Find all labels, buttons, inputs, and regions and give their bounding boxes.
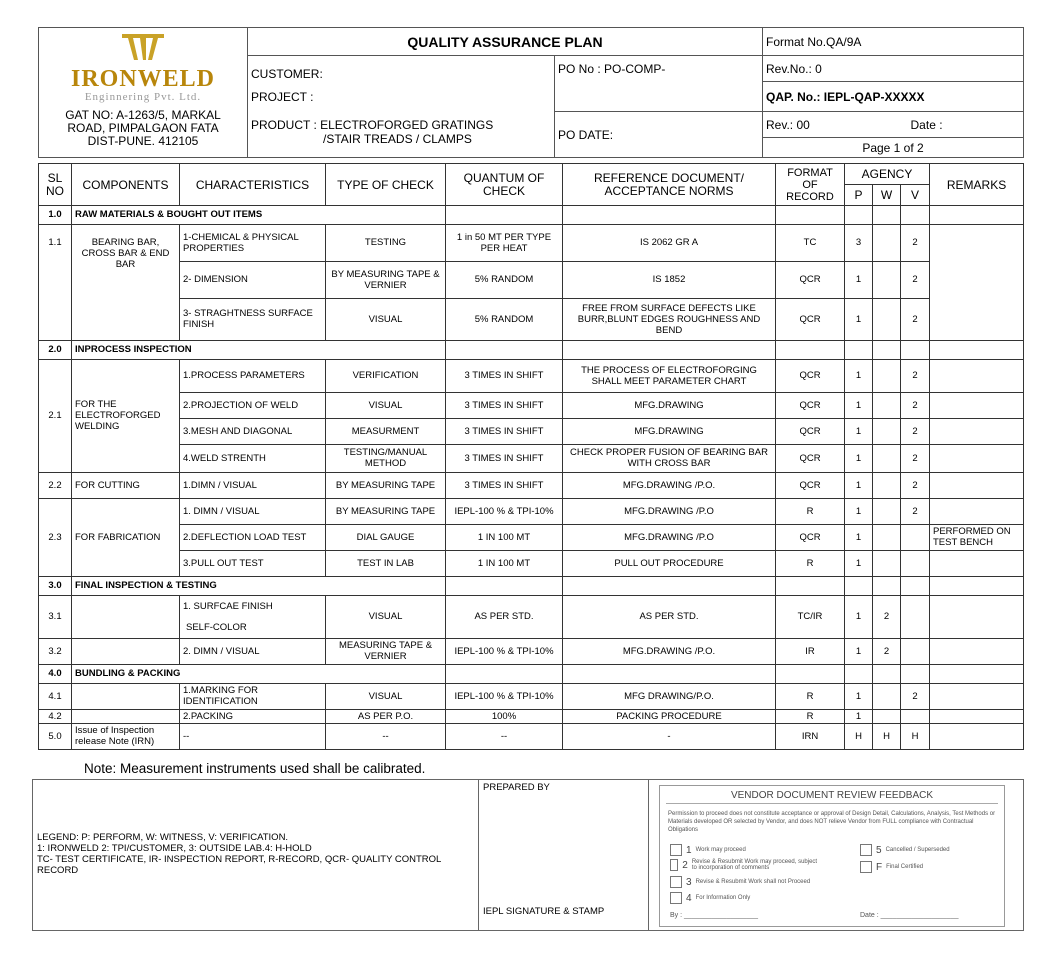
address-line-3: DIST-PUNE. 412105 [87, 134, 199, 148]
characteristic [180, 595, 326, 638]
reference-document: MFG.DRAWING /P.O. [563, 472, 776, 498]
table-row [39, 638, 1024, 664]
type-of-check: -- [326, 723, 446, 749]
quantum-of-check: 3 TIMES IN SHIFT [446, 472, 563, 498]
agency-p: 1 [845, 595, 873, 638]
agency-v: 2 [901, 498, 930, 524]
review-option-4[interactable] [670, 892, 750, 904]
agency-p: 3 [845, 224, 873, 261]
section-row [39, 340, 1024, 359]
agency-v: 2 [901, 392, 930, 418]
characteristic: 2. DIMN / VISUAL [180, 638, 326, 664]
table-row [39, 683, 1024, 709]
format-of-record: R [776, 709, 845, 723]
section-row [39, 205, 1024, 224]
format-of-record: QCR [776, 524, 845, 550]
type-of-check: AS PER P.O. [326, 709, 446, 723]
checkbox-icon[interactable] [860, 844, 872, 856]
type-of-check: TESTING [326, 224, 446, 261]
reference-document: MFG DRAWING/P.O. [563, 683, 776, 709]
agency-p: 1 [845, 709, 873, 723]
footer-table [32, 779, 1024, 931]
agency-w [873, 261, 901, 298]
agency-w: H [873, 723, 901, 749]
format-of-record: IRN [776, 723, 845, 749]
type-of-check: TEST IN LAB [326, 550, 446, 576]
header-table [38, 27, 1024, 158]
company-address [42, 109, 244, 148]
reference-document: MFG.DRAWING [563, 392, 776, 418]
type-of-check: VISUAL [326, 683, 446, 709]
legend-line-3: TC- TEST CERTIFICATE, IR- INSPECTION REPORT, R-RECORD, QCR- QUALITY CONTROL RECORD [37, 854, 441, 876]
col-agency: AGENCY [845, 164, 930, 185]
characteristic: 1.MARKING FOR IDENTIFICATION [180, 683, 326, 709]
reference-document: IS 2062 GR A [563, 224, 776, 261]
agency-p: 1 [845, 472, 873, 498]
row-number: 4.2 [39, 709, 72, 723]
agency-v: 2 [901, 472, 930, 498]
agency-v: 2 [901, 224, 930, 261]
reference-document: MFG.DRAWING /P.O [563, 498, 776, 524]
characteristic: 3.PULL OUT TEST [180, 550, 326, 576]
qap-number: QAP. No.: IEPL-QAP-XXXXX [763, 82, 1024, 112]
checkbox-icon[interactable] [670, 844, 682, 856]
option-number: 4 [686, 892, 692, 904]
reference-document: FREE FROM SURFACE DEFECTS LIKE BURR,BLUNT EDGES ROUGHNESS AND BEND [563, 298, 776, 340]
customer-field: CUSTOMER: [248, 56, 555, 82]
row-number: 3.1 [39, 595, 72, 638]
option-label: Revise & Resubmit Work shall not Proceed [695, 879, 811, 885]
format-of-record: QCR [776, 359, 845, 392]
agency-v: 2 [901, 444, 930, 472]
type-of-check: BY MEASURING TAPE & VERNIER [326, 261, 446, 298]
format-of-record: TC/IR [776, 595, 845, 638]
format-of-record: IR [776, 638, 845, 664]
page-number: Page 1 of 2 [763, 138, 1024, 158]
reference-document: THE PROCESS OF ELECTROFORGING SHALL MEET PARAMETER CHART [563, 359, 776, 392]
calibration-note: Note: Measurement instruments used shall be calibrated. [84, 761, 426, 776]
reference-document: MFG.DRAWING /P.O. [563, 638, 776, 664]
col-format: FORMAT OF RECORD [776, 164, 845, 206]
agency-p: 1 [845, 524, 873, 550]
component: BEARING BAR, CROSS BAR & END BAR [72, 224, 180, 340]
section-number: 3.0 [39, 576, 72, 595]
characteristic: 3- STRAGHTNESS SURFACE FINISH [180, 298, 326, 340]
legend-line-1: LEGEND: P: PERFORM, W: WITNESS, V: VERIFICATION. [37, 832, 289, 843]
agency-v: 2 [901, 261, 930, 298]
quantum-of-check: 3 TIMES IN SHIFT [446, 359, 563, 392]
quantum-of-check: AS PER STD. [446, 595, 563, 638]
agency-v: H [901, 723, 930, 749]
format-of-record: QCR [776, 392, 845, 418]
characteristic: 3.MESH AND DIAGONAL [180, 418, 326, 444]
legend [37, 832, 478, 876]
section-title: BUNDLING & PACKING [72, 664, 446, 683]
option-label: Final Certified [886, 864, 924, 870]
table-row [39, 550, 1024, 576]
agency-w: 2 [873, 638, 901, 664]
table-row [39, 472, 1024, 498]
col-w: W [873, 185, 901, 206]
reference-document: MFG.DRAWING /P.O [563, 524, 776, 550]
agency-p: H [845, 723, 873, 749]
checkbox-icon[interactable] [670, 876, 682, 888]
review-option-1[interactable] [670, 844, 746, 856]
quantum-of-check: 1 in 50 MT PER TYPE PER HEAT [446, 224, 563, 261]
format-of-record: QCR [776, 261, 845, 298]
option-number: 3 [686, 876, 692, 888]
option-label: Revise & Resubmit Work may proceed, subject to incorporation of comments [691, 859, 818, 871]
type-of-check: MEASURING TAPE & VERNIER [326, 638, 446, 664]
col-sl: SL NO [39, 164, 72, 206]
reference-document: CHECK PROPER FUSION OF BEARING BAR WITH CROSS BAR [563, 444, 776, 472]
review-option-5[interactable] [860, 844, 950, 856]
type-of-check: BY MEASURING TAPE [326, 472, 446, 498]
signature-stamp: IEPL SIGNATURE & STAMP [483, 906, 605, 917]
row-number: 5.0 [39, 723, 72, 749]
characteristic: 2.PROJECTION OF WELD [180, 392, 326, 418]
table-row [39, 723, 1024, 749]
format-of-record: R [776, 683, 845, 709]
table-row [39, 418, 1024, 444]
col-remarks: REMARKS [930, 164, 1024, 206]
format-of-record: TC [776, 224, 845, 261]
quantum-of-check: 3 TIMES IN SHIFT [446, 418, 563, 444]
row-number: 2.2 [39, 472, 72, 498]
quantum-of-check: 1 IN 100 MT [446, 550, 563, 576]
col-v: V [901, 185, 930, 206]
quantum-of-check: 1 IN 100 MT [446, 524, 563, 550]
characteristic: -- [180, 723, 326, 749]
document-title: QUALITY ASSURANCE PLAN [248, 28, 763, 56]
product-line-2: /STAIR TREADS / CLAMPS [323, 131, 472, 146]
characteristic: 1.DIMN / VISUAL [180, 472, 326, 498]
component: FOR THE ELECTROFORGED WELDING [72, 359, 180, 472]
option-label: Work may proceed [695, 847, 746, 853]
table-row [39, 595, 1024, 638]
type-of-check: BY MEASURING TAPE [326, 498, 446, 524]
company-logo-cell [39, 28, 248, 158]
review-option-3[interactable] [670, 876, 810, 888]
characteristic: 1-CHEMICAL & PHYSICAL PROPERTIES [180, 224, 326, 261]
format-of-record: QCR [776, 472, 845, 498]
agency-v: 2 [901, 683, 930, 709]
revision-number: Rev.No.: 0 [763, 56, 1024, 82]
review-cell [649, 780, 1024, 931]
agency-p: 1 [845, 550, 873, 576]
quantum-of-check: IEPL-100 % & TPI-10% [446, 638, 563, 664]
option-number: 5 [876, 844, 882, 856]
checkbox-icon[interactable] [670, 892, 682, 904]
po-number: PO No : PO-COMP- [555, 56, 763, 112]
reference-document: MFG.DRAWING [563, 418, 776, 444]
quantum-of-check: 5% RANDOM [446, 261, 563, 298]
type-of-check: VISUAL [326, 298, 446, 340]
reference-document: - [563, 723, 776, 749]
format-of-record: R [776, 498, 845, 524]
product-line-1: PRODUCT : ELECTROFORGED GRATINGS [251, 117, 494, 132]
option-number: F [876, 861, 883, 873]
format-of-record: QCR [776, 444, 845, 472]
section-number: 2.0 [39, 340, 72, 359]
table-row [39, 298, 1024, 340]
col-type-of-check: TYPE OF CHECK [326, 164, 446, 206]
table-row [39, 261, 1024, 298]
format-of-record: R [776, 550, 845, 576]
reference-document: AS PER STD. [563, 595, 776, 638]
agency-v: 2 [901, 298, 930, 340]
company-name: IRONWELD [70, 66, 216, 92]
quantum-of-check: 3 TIMES IN SHIFT [446, 392, 563, 418]
quantum-of-check: 3 TIMES IN SHIFT [446, 444, 563, 472]
column-header-table [38, 163, 1024, 206]
format-number: Format No.QA/9A [763, 28, 1024, 56]
col-characteristics: CHARACTERISTICS [180, 164, 326, 206]
reference-document: IS 1852 [563, 261, 776, 298]
characteristic: 1. DIMN / VISUAL [180, 498, 326, 524]
component: Issue of Inspection release Note (IRN) [72, 723, 180, 749]
type-of-check: VISUAL [326, 392, 446, 418]
prepared-by: PREPARED BY [483, 782, 550, 793]
section-number: 1.0 [39, 205, 72, 224]
component: FOR CUTTING [72, 472, 180, 498]
type-of-check: VERIFICATION [326, 359, 446, 392]
legend-line-2: 1: IRONWELD 2: TPI/CUSTOMER, 3: OUTSIDE LAB.4: H-HOLD [37, 843, 312, 854]
review-date: Date : ____________________ [860, 912, 959, 919]
agency-v: 2 [901, 418, 930, 444]
agency-p: 1 [845, 392, 873, 418]
agency-v: 2 [901, 359, 930, 392]
legend-cell [33, 780, 479, 931]
address-line-2: ROAD, PIMPALGAON FATA [67, 121, 219, 135]
review-option-f[interactable] [860, 861, 923, 873]
col-p: P [845, 185, 873, 206]
section-title: FINAL INSPECTION & TESTING [72, 576, 446, 595]
characteristic: 4.WELD STRENTH [180, 444, 326, 472]
table-row [39, 359, 1024, 392]
agency-w: 2 [873, 595, 901, 638]
characteristic: 1.PROCESS PARAMETERS [180, 359, 326, 392]
characteristic: 2.DEFLECTION LOAD TEST [180, 524, 326, 550]
agency-w [873, 298, 901, 340]
agency-p: 1 [845, 298, 873, 340]
col-components: COMPONENTS [72, 164, 180, 206]
agency-p: 1 [845, 418, 873, 444]
section-row [39, 576, 1024, 595]
format-of-record: QCR [776, 418, 845, 444]
ironweld-logo-icon [118, 32, 168, 62]
agency-p: 1 [845, 444, 873, 472]
reference-document: PACKING PROCEDURE [563, 709, 776, 723]
type-of-check: MEASURMENT [326, 418, 446, 444]
section-number: 4.0 [39, 664, 72, 683]
col-quantum: QUANTUM OF CHECK [446, 164, 563, 206]
characteristic: 2- DIMENSION [180, 261, 326, 298]
component: FOR FABRICATION [72, 498, 180, 576]
row-number: 4.1 [39, 683, 72, 709]
checkbox-icon[interactable] [860, 861, 872, 873]
company-subtitle: Enginnering Pvt. Ltd. [84, 91, 202, 103]
agency-p: 1 [845, 261, 873, 298]
quantum-of-check: IEPL-100 % & TPI-10% [446, 683, 563, 709]
type-of-check: DIAL GAUGE [326, 524, 446, 550]
table-row [39, 444, 1024, 472]
section-row [39, 664, 1024, 683]
row-number: 1.1 [39, 224, 72, 340]
agency-p: 1 [845, 683, 873, 709]
row-number: 2.1 [39, 359, 72, 472]
quantum-of-check: -- [446, 723, 563, 749]
col-reference: REFERENCE DOCUMENT/ ACCEPTANCE NORMS [563, 164, 776, 206]
type-of-check: VISUAL [326, 595, 446, 638]
option-number: 1 [686, 844, 692, 856]
table-row [39, 224, 1024, 261]
vendor-review-box [659, 785, 1005, 927]
agency-p: 1 [845, 498, 873, 524]
project-field: PROJECT : [248, 82, 555, 112]
table-row [39, 524, 1024, 550]
prepared-cell [479, 780, 649, 931]
review-option-2[interactable] [670, 859, 820, 871]
reference-document: PULL OUT PROCEDURE [563, 550, 776, 576]
characteristic-line-2: SELF-COLOR [186, 621, 247, 633]
agency-p: 1 [845, 359, 873, 392]
row-number: 3.2 [39, 638, 72, 664]
quantum-of-check: 100% [446, 709, 563, 723]
product-field [248, 112, 555, 158]
table-row [39, 498, 1024, 524]
type-of-check: TESTING/MANUAL METHOD [326, 444, 446, 472]
address-line-1: GAT NO: A-1263/5, MARKAL [65, 108, 221, 122]
characteristic: 2.PACKING [180, 709, 326, 723]
option-label: For Information Only [695, 895, 751, 901]
option-number: 2 [682, 859, 688, 871]
row-number: 2.3 [39, 498, 72, 576]
section-title: RAW MATERIALS & BOUGHT OUT ITEMS [72, 205, 446, 224]
quantum-of-check: 5% RANDOM [446, 298, 563, 340]
section-title: INPROCESS INSPECTION [72, 340, 446, 359]
qap-table [38, 205, 1024, 750]
checkbox-icon[interactable] [670, 859, 678, 871]
review-by: By : ___________________ [670, 912, 758, 919]
review-title: VENDOR DOCUMENT REVIEW FEEDBACK [666, 790, 998, 804]
quantum-of-check: IEPL-100 % & TPI-10% [446, 498, 563, 524]
revision: Rev.: 00 [763, 112, 908, 138]
remarks: PERFORMED ON TEST BENCH [930, 524, 1024, 550]
option-label: Cancelled / Superseded [885, 847, 950, 853]
agency-w [873, 224, 901, 261]
date-field: Date : [908, 112, 1024, 138]
po-date: PO DATE: [555, 112, 763, 158]
agency-p: 1 [845, 638, 873, 664]
format-of-record: QCR [776, 298, 845, 340]
table-row [39, 392, 1024, 418]
review-text: Permission to proceed does not constitute acceptance or approval of Design Detail, Calculations, Analysis, Test Methods or Materials developed OR selected by Vendor, and does NOT relieve Vendor from FULL compliance with Contractual Obligations [668, 811, 996, 833]
table-row [39, 709, 1024, 723]
characteristic-line-1: 1. SURFCAE FINISH [183, 600, 273, 612]
